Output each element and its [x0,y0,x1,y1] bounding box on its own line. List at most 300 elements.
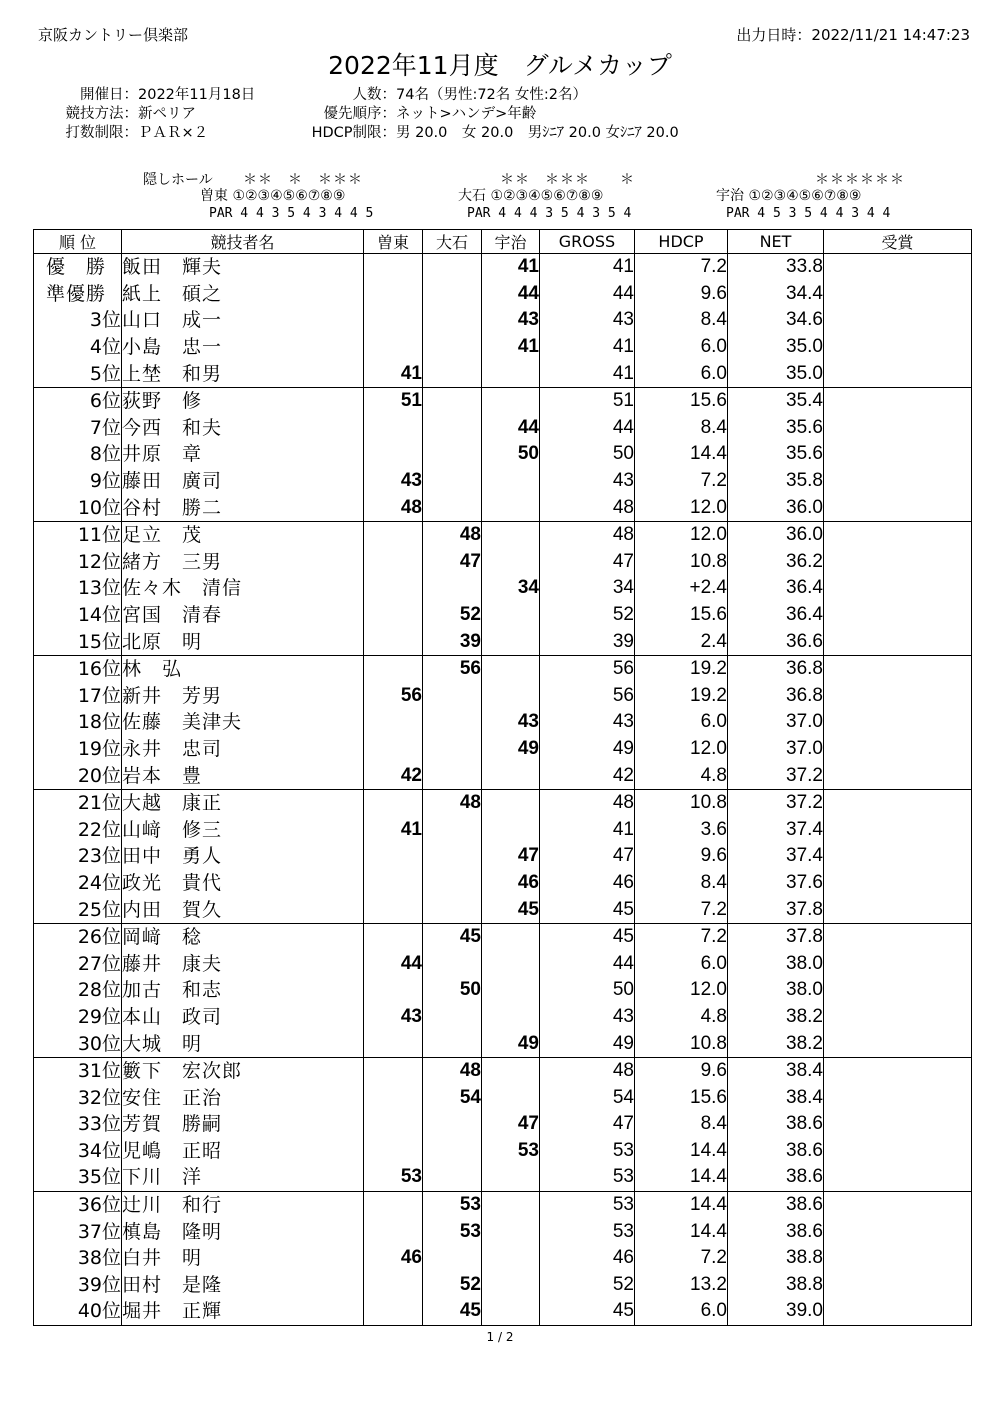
award-cell [824,870,972,897]
table-row [34,334,972,361]
score-uji-cell: 41 [482,334,540,361]
score-oishi-cell: 47 [423,549,482,576]
rank-cell: 38位 [34,1245,122,1272]
player-name-cell: 内田 賀久 [122,896,364,923]
gross-cell: 48 [540,1057,635,1084]
table-row [34,360,972,387]
score-sotou-cell: 41 [364,360,423,387]
gross-cell: 53 [540,1218,635,1245]
table-row [34,1030,972,1057]
header-rank: 順 位 [34,230,122,254]
hdcp-cell: 12.0 [635,977,728,1004]
player-name-cell: 山口 成一 [122,307,364,334]
award-cell [824,441,972,468]
net-cell: 35.0 [728,360,824,387]
gross-cell: 51 [540,387,635,414]
score-uji-cell [482,655,540,682]
hdcp-cell: 7.2 [635,468,728,495]
net-cell: 38.2 [728,1004,824,1031]
table-row [34,655,972,682]
score-oishi-cell [423,843,482,870]
table-row [34,1245,972,1272]
stroke-limit: ＰＡＲ×２ [138,125,209,141]
gross-cell: 53 [540,1138,635,1165]
score-uji-cell [482,1191,540,1218]
table-row [34,281,972,308]
score-oishi-cell [423,1245,482,1272]
score-oishi-cell: 52 [423,1272,482,1299]
score-uji-cell: 50 [482,441,540,468]
rank-cell: 40位 [34,1298,122,1325]
score-sotou-cell [364,1298,423,1325]
net-cell: 37.0 [728,709,824,736]
info-left [48,86,255,143]
award-cell [824,843,972,870]
player-name-cell: 佐藤 美津夫 [122,709,364,736]
gross-cell: 45 [540,896,635,923]
hdcp-cell: 6.0 [635,709,728,736]
gross-cell: 43 [540,468,635,495]
rank-cell: 4位 [34,334,122,361]
score-sotou-cell [364,575,423,602]
info-right [300,86,679,143]
hdcp-cell: 6.0 [635,360,728,387]
score-sotou-cell [364,602,423,629]
player-name-cell: 紙上 碩之 [122,281,364,308]
player-name-cell: 井原 章 [122,441,364,468]
gross-cell: 56 [540,655,635,682]
gross-cell: 34 [540,575,635,602]
award-cell [824,1272,972,1299]
gross-cell: 41 [540,360,635,387]
gross-cell: 50 [540,441,635,468]
score-oishi-cell [423,1004,482,1031]
hdcp-cell: 7.2 [635,923,728,950]
score-sotou-cell [364,736,423,763]
net-cell: 38.0 [728,950,824,977]
gross-cell: 49 [540,1030,635,1057]
gross-cell: 48 [540,521,635,548]
hdcp-cell: 10.8 [635,549,728,576]
rank-cell: 27位 [34,950,122,977]
award-cell [824,1111,972,1138]
score-oishi-cell [423,415,482,442]
score-oishi-cell [423,360,482,387]
player-name-cell: 藤田 廣司 [122,468,364,495]
score-uji-cell [482,1084,540,1111]
player-name-cell: 足立 茂 [122,521,364,548]
table-row [34,549,972,576]
hdcp-cell: 4.8 [635,1004,728,1031]
net-cell: 39.0 [728,1298,824,1325]
gross-cell: 54 [540,1084,635,1111]
score-sotou-cell: 41 [364,816,423,843]
net-cell: 37.4 [728,816,824,843]
score-uji-cell [482,521,540,548]
hdcp-cell: 19.2 [635,655,728,682]
hidden-holes-label: 隠しホール [143,172,213,188]
score-sotou-cell [364,307,423,334]
score-sotou-cell: 48 [364,494,423,521]
net-cell: 35.4 [728,387,824,414]
score-oishi-cell: 53 [423,1191,482,1218]
net-cell: 38.4 [728,1084,824,1111]
hdcp-label: HDCP制限： [311,125,396,141]
rank-cell: 16位 [34,655,122,682]
player-name-cell: 岩本 豊 [122,762,364,789]
rank-cell: 12位 [34,549,122,576]
award-cell [824,549,972,576]
score-uji-cell [482,1298,540,1325]
net-cell: 38.8 [728,1245,824,1272]
header-oishi: 大石 [423,230,482,254]
score-uji-cell [482,1272,540,1299]
score-uji-cell: 44 [482,415,540,442]
player-name-cell: 辻川 和行 [122,1191,364,1218]
score-uji-cell: 46 [482,870,540,897]
net-cell: 38.4 [728,1057,824,1084]
score-oishi-cell [423,468,482,495]
award-cell [824,575,972,602]
score-oishi-cell [423,1164,482,1191]
gross-cell: 41 [540,254,635,281]
award-cell [824,1298,972,1325]
hdcp-cell: 7.2 [635,896,728,923]
score-sotou-cell: 42 [364,762,423,789]
net-cell: 34.4 [728,281,824,308]
rank-cell: 30位 [34,1030,122,1057]
net-cell: 37.4 [728,843,824,870]
table-row [34,977,972,1004]
score-sotou-cell [364,709,423,736]
header-uji: 宇治 [482,230,540,254]
player-name-cell: 飯田 輝夫 [122,254,364,281]
score-sotou-cell [364,1191,423,1218]
hdcp-cell: 8.4 [635,1111,728,1138]
hdcp-cell: 15.6 [635,387,728,414]
table-row [34,1111,972,1138]
award-cell [824,1245,972,1272]
player-name-cell: 山﨑 修三 [122,816,364,843]
hdcp-cell: 9.6 [635,281,728,308]
score-uji-cell: 43 [482,307,540,334]
course-stars: ＊＊ ＊＊＊ ＊ [500,172,635,188]
net-cell: 35.0 [728,334,824,361]
rank-cell: 6位 [34,387,122,414]
score-oishi-cell [423,683,482,710]
net-cell: 37.6 [728,870,824,897]
net-cell: 36.6 [728,628,824,655]
player-name-cell: 児嶋 正昭 [122,1138,364,1165]
table-row [34,468,972,495]
award-cell [824,1057,972,1084]
rank-cell: 39位 [34,1272,122,1299]
score-sotou-cell [364,789,423,816]
rank-cell: 10位 [34,494,122,521]
priority-label: 優先順序： [323,106,396,122]
net-cell: 35.6 [728,441,824,468]
score-oishi-cell [423,254,482,281]
net-cell: 37.2 [728,762,824,789]
table-row [34,789,972,816]
award-cell [824,281,972,308]
player-name-cell: 荻野 修 [122,387,364,414]
rank-cell: 26位 [34,923,122,950]
gross-cell: 53 [540,1164,635,1191]
net-cell: 37.8 [728,923,824,950]
score-uji-cell: 47 [482,843,540,870]
course-holes: 曽東 ①②③④⑤⑥⑦⑧⑨ [200,188,346,204]
score-uji-cell [482,977,540,1004]
player-name-cell: 北原 明 [122,628,364,655]
header-award: 受賞 [824,230,972,254]
rank-cell: 29位 [34,1004,122,1031]
net-cell: 34.6 [728,307,824,334]
table-row [34,816,972,843]
score-uji-cell [482,628,540,655]
score-oishi-cell: 45 [423,923,482,950]
score-oishi-cell [423,334,482,361]
score-sotou-cell [364,1218,423,1245]
header-net: NET [728,230,824,254]
header-hdcp: HDCP [635,230,728,254]
page-title: 2022年11月度 グルメカップ [328,51,672,80]
score-oishi-cell [423,736,482,763]
score-sotou-cell: 51 [364,387,423,414]
rank-cell: 15位 [34,628,122,655]
score-oishi-cell [423,387,482,414]
count-label: 人数： [352,87,396,103]
hdcp-cell: 8.4 [635,870,728,897]
score-sotou-cell [364,843,423,870]
award-cell [824,789,972,816]
competition-method: 新ペリア [138,106,196,122]
hdcp-cell: 6.0 [635,950,728,977]
rank-cell: 20位 [34,762,122,789]
score-sotou-cell [364,415,423,442]
net-cell: 36.0 [728,521,824,548]
score-uji-cell [482,468,540,495]
score-oishi-cell: 39 [423,628,482,655]
score-oishi-cell [423,950,482,977]
hdcp-cell: 8.4 [635,415,728,442]
table-row [34,896,972,923]
course-stars: ＊＊＊＊＊＊ [815,172,905,188]
net-cell: 38.6 [728,1191,824,1218]
award-cell [824,1004,972,1031]
award-cell [824,415,972,442]
table-row [34,1298,972,1325]
score-uji-cell: 49 [482,736,540,763]
award-cell [824,816,972,843]
table-row [34,843,972,870]
player-name-cell: 岡﨑 稔 [122,923,364,950]
award-cell [824,387,972,414]
table-row [34,1272,972,1299]
table-row [34,521,972,548]
score-uji-cell [482,549,540,576]
score-oishi-cell: 53 [423,1218,482,1245]
player-name-cell: 槙島 隆明 [122,1218,364,1245]
rank-cell: 11位 [34,521,122,548]
score-uji-cell [482,1004,540,1031]
rank-cell: 13位 [34,575,122,602]
player-name-cell: 加古 和志 [122,977,364,1004]
page-number: 1 / 2 [486,1330,514,1344]
gross-cell: 43 [540,307,635,334]
score-uji-cell: 43 [482,709,540,736]
gross-cell: 44 [540,950,635,977]
hdcp-cell: 14.4 [635,1191,728,1218]
hdcp-cell: 12.0 [635,494,728,521]
table-row [34,923,972,950]
score-uji-cell [482,1218,540,1245]
player-name-cell: 林 弘 [122,655,364,682]
score-oishi-cell [423,1138,482,1165]
hdcp-cell: 8.4 [635,307,728,334]
net-cell: 36.2 [728,549,824,576]
table-row [34,387,972,414]
score-sotou-cell: 44 [364,950,423,977]
score-oishi-cell [423,762,482,789]
gross-cell: 43 [540,709,635,736]
table-row [34,575,972,602]
score-uji-cell [482,816,540,843]
net-cell: 38.0 [728,977,824,1004]
player-name-cell: 堀井 正輝 [122,1298,364,1325]
score-oishi-cell [423,441,482,468]
score-sotou-cell [364,334,423,361]
net-cell: 36.0 [728,494,824,521]
score-sotou-cell [364,628,423,655]
table-row [34,1057,972,1084]
score-sotou-cell: 53 [364,1164,423,1191]
table-row [34,1164,972,1191]
award-cell [824,1164,972,1191]
gross-cell: 39 [540,628,635,655]
gross-cell: 49 [540,736,635,763]
net-cell: 38.8 [728,1272,824,1299]
award-cell [824,1218,972,1245]
table-header-row [34,230,972,254]
net-cell: 37.2 [728,789,824,816]
score-sotou-cell [364,1030,423,1057]
table-row [34,1138,972,1165]
gross-cell: 48 [540,494,635,521]
table-row [34,307,972,334]
net-cell: 35.6 [728,415,824,442]
award-cell [824,1084,972,1111]
score-oishi-cell [423,709,482,736]
hdcp-cell: 14.4 [635,1218,728,1245]
net-cell: 38.6 [728,1218,824,1245]
score-uji-cell: 45 [482,896,540,923]
score-uji-cell [482,950,540,977]
hdcp-cell: 14.4 [635,441,728,468]
table-row [34,1218,972,1245]
header-player: 競技者名 [122,230,364,254]
score-uji-cell [482,387,540,414]
score-sotou-cell: 43 [364,468,423,495]
score-oishi-cell [423,281,482,308]
hdcp-cell: 12.0 [635,736,728,763]
rank-cell: 3位 [34,307,122,334]
score-sotou-cell [364,521,423,548]
hdcp-cell: 12.0 [635,521,728,548]
results-table [33,229,972,1326]
score-oishi-cell [423,494,482,521]
printed-timestamp: 出力日時：2022/11/21 14:47:23 [736,26,970,44]
award-cell [824,655,972,682]
award-cell [824,736,972,763]
rank-cell: 23位 [34,843,122,870]
hdcp-cell: 4.8 [635,762,728,789]
net-cell: 36.8 [728,655,824,682]
gross-cell: 42 [540,762,635,789]
course-stars: ＊＊ ＊ ＊＊＊ [243,172,363,188]
course-holes: 宇治 ①②③④⑤⑥⑦⑧⑨ [716,188,862,204]
table-row [34,628,972,655]
gross-cell: 45 [540,1298,635,1325]
player-name-cell: 政光 貴代 [122,870,364,897]
hdcp-cell: 6.0 [635,1298,728,1325]
score-sotou-cell [364,923,423,950]
award-cell [824,468,972,495]
score-oishi-cell: 48 [423,789,482,816]
course-par: PAR 4 4 4 3 5 4 3 5 4 [467,206,632,221]
rank-cell: 7位 [34,415,122,442]
course-par: PAR 4 5 3 5 4 4 3 4 4 [726,206,891,221]
score-sotou-cell [364,441,423,468]
rank-cell: 9位 [34,468,122,495]
gross-cell: 52 [540,602,635,629]
hdcp-cell: 19.2 [635,683,728,710]
score-uji-cell [482,1057,540,1084]
score-sotou-cell [364,1272,423,1299]
score-sotou-cell: 56 [364,683,423,710]
hdcp-cell: 9.6 [635,1057,728,1084]
gross-cell: 44 [540,281,635,308]
gross-cell: 50 [540,977,635,1004]
score-uji-cell [482,494,540,521]
gross-cell: 46 [540,1245,635,1272]
net-cell: 38.6 [728,1138,824,1165]
gross-cell: 47 [540,843,635,870]
rank-cell: 優 勝 [34,254,122,281]
hdcp-cell: 13.2 [635,1272,728,1299]
award-cell [824,1138,972,1165]
score-sotou-cell [364,1138,423,1165]
score-uji-cell [482,1164,540,1191]
score-sotou-cell [364,870,423,897]
score-uji-cell: 44 [482,281,540,308]
score-oishi-cell: 52 [423,602,482,629]
hdcp-cell: 14.4 [635,1164,728,1191]
score-uji-cell [482,923,540,950]
score-oishi-cell: 45 [423,1298,482,1325]
rank-cell: 32位 [34,1084,122,1111]
score-oishi-cell: 56 [423,655,482,682]
player-name-cell: 田中 勇人 [122,843,364,870]
table-row [34,950,972,977]
award-cell [824,521,972,548]
hdcp-limit: 男 20.0 女 20.0 男ｼﾆｱ 20.0 女ｼﾆｱ 20.0 [396,125,679,141]
player-name-cell: 今西 和夫 [122,415,364,442]
score-oishi-cell: 54 [423,1084,482,1111]
player-name-cell: 芳賀 勝嗣 [122,1111,364,1138]
rank-cell: 22位 [34,816,122,843]
course-par: PAR 4 4 3 5 4 3 4 4 5 [209,206,374,221]
